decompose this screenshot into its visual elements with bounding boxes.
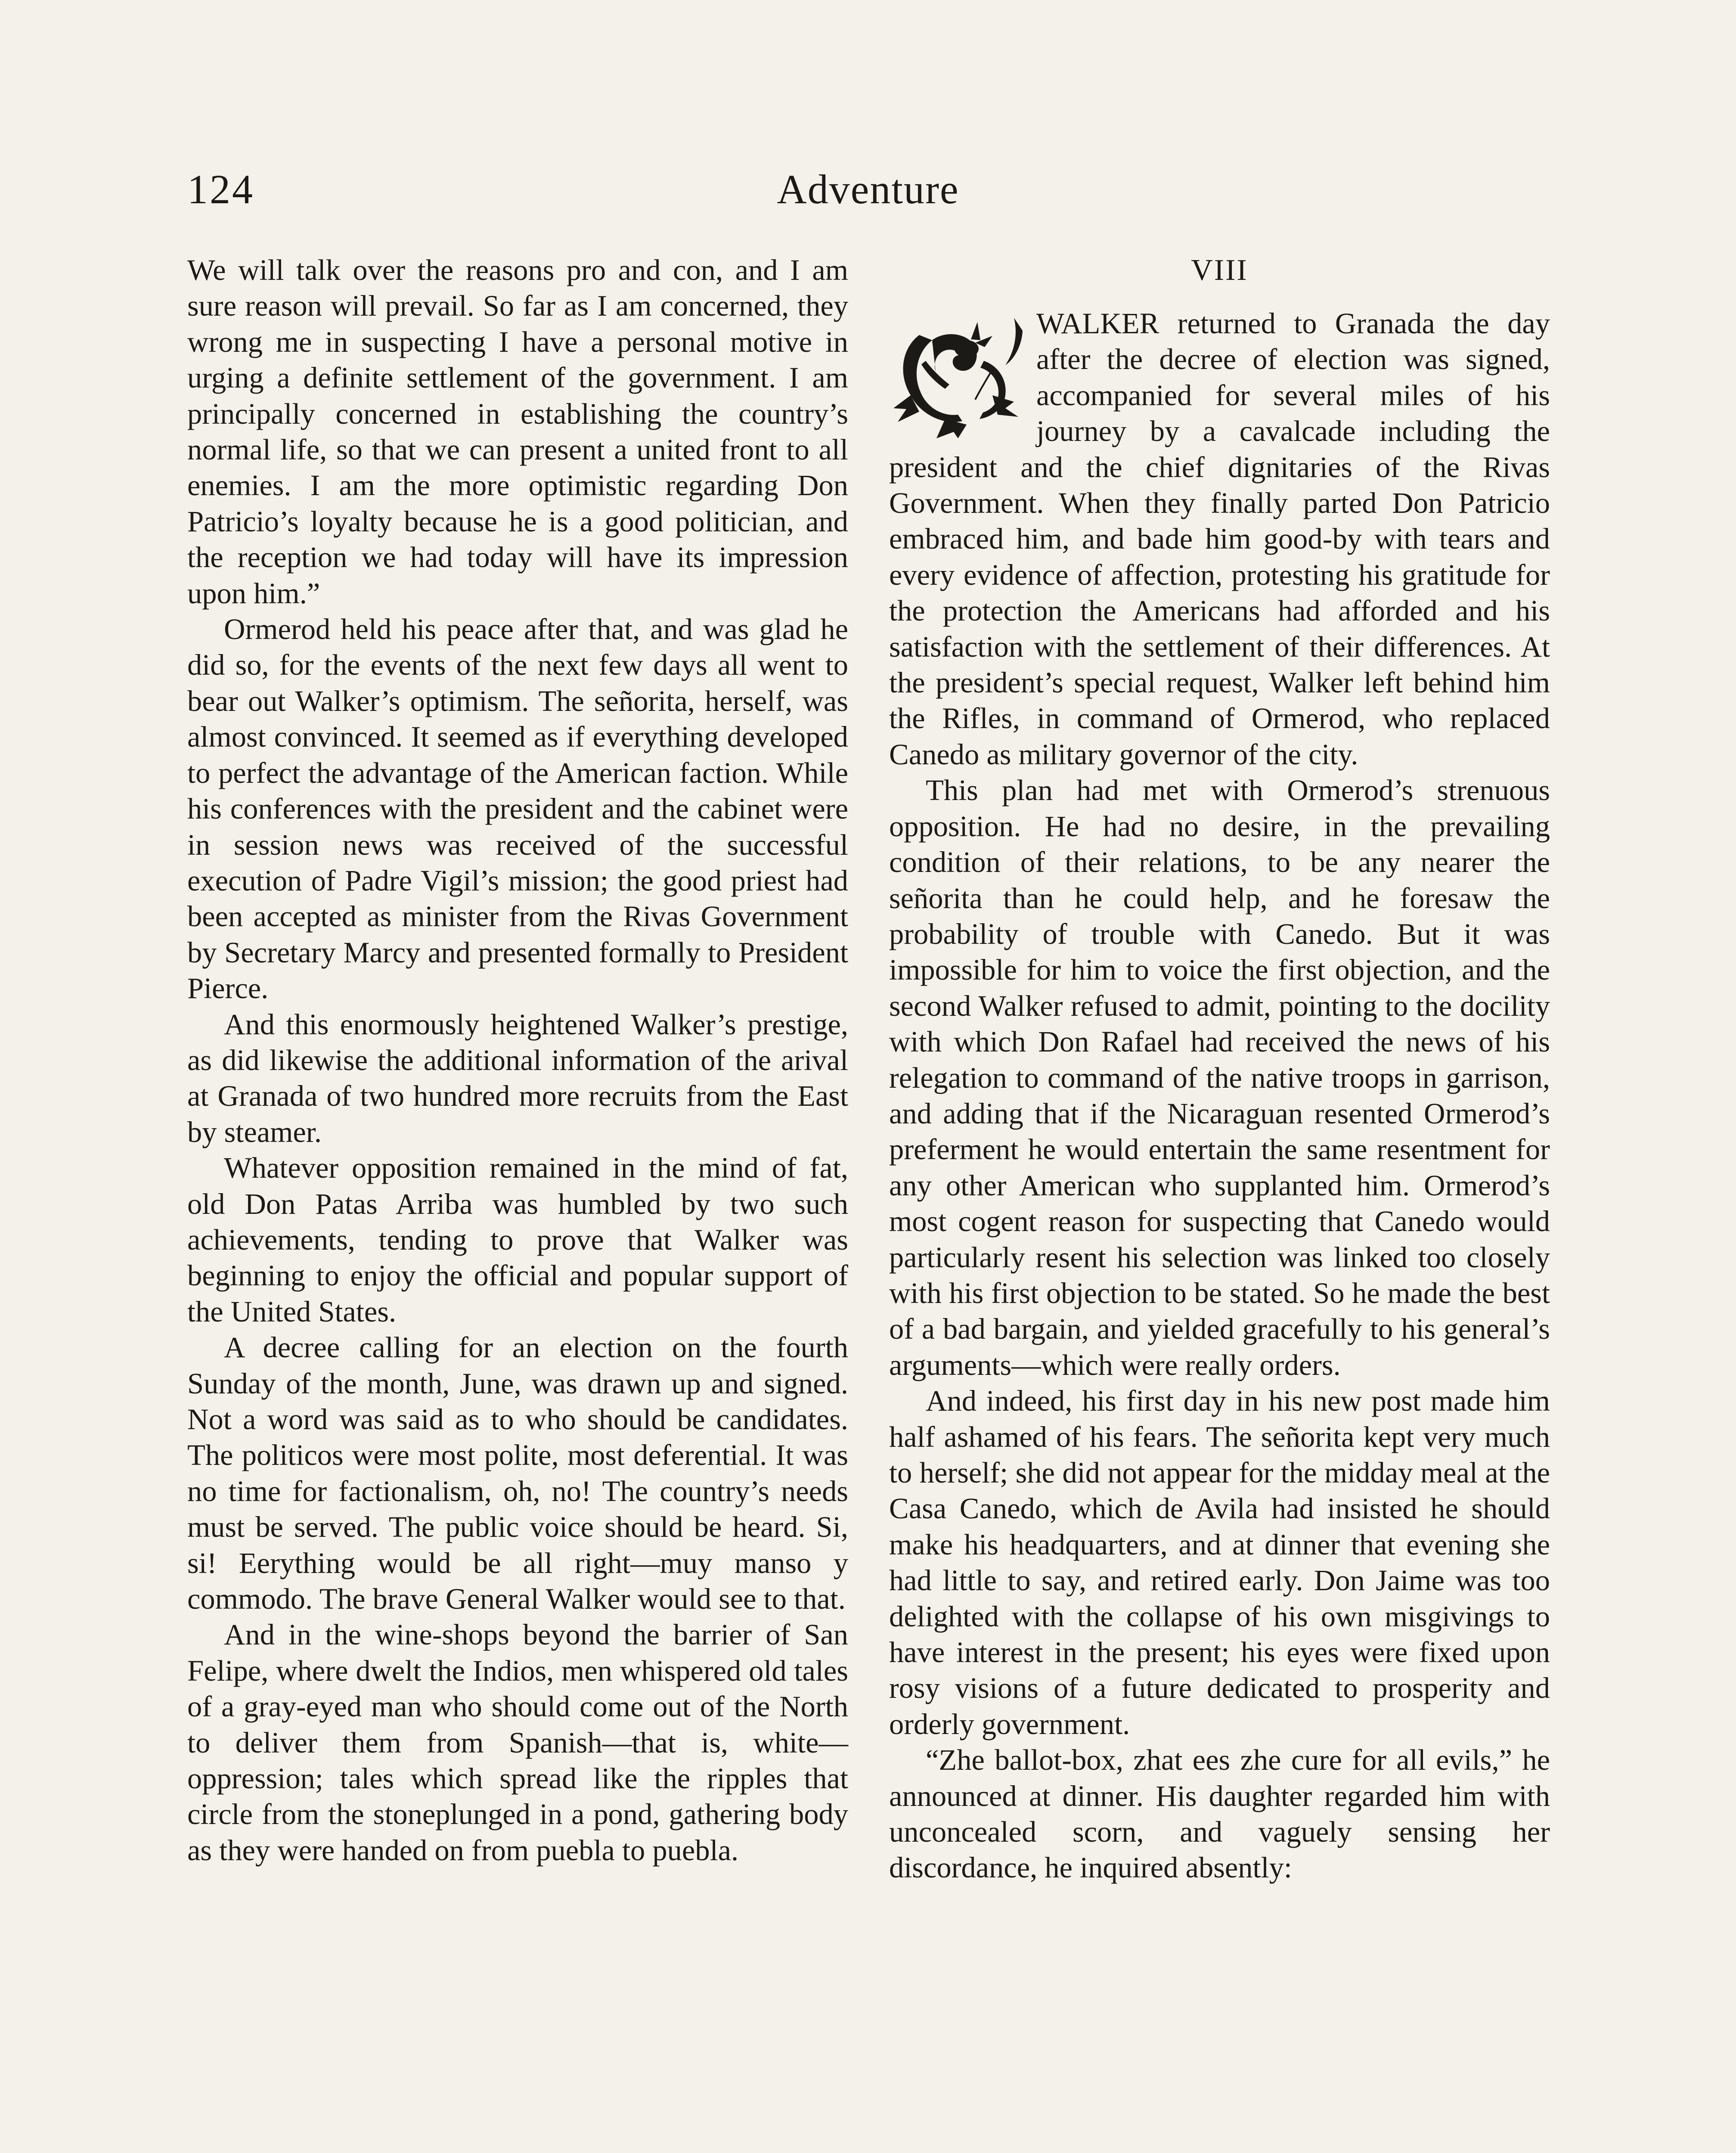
left-column [187, 252, 848, 1868]
right-column [889, 252, 1550, 1886]
page-number: 124 [187, 166, 254, 212]
right-paragraph-1: WALKER returned to Granada the day after the decree of election was signed, accompanied for several miles of his journey by a cavalcade including the president and the chief dignitaries of the Rivas Government. When they finally parted Don Patricio embraced him, and bade him good-by with tears and every evidence of affection, protesting his gratitude for the protection the Americans had afforded and his satisfaction with the settlement of their differences. At the president’s special request, Walker left behind him the Rifles, in command of Ormerod, who replaced Canedo as military governor of the city. [889, 307, 1550, 771]
chapter-opening [889, 306, 1550, 772]
left-paragraph-1: We will talk over the reasons pro and con, and I am sure reason will prevail. So far as I am concerned, they wrong me in suspecting I have a personal motive in urging a definite settlement of the government. I am principally concerned in establishing the country’s normal life, so that we can present a united front to all enemies. I am the more optimistic regarding Don Patricio’s loyalty because he is a good politician, and the reception we had today will have its impression upon him.” [187, 254, 848, 610]
section-heading: VIII [1191, 254, 1248, 287]
left-paragraph-2: Ormerod held his peace after that, and was glad he did so, for the events of the next few days all went to bear out Walker’s optimism. The señorita, herself, was almost convinced. It seemed as if everything developed to perfect the advantage of the American faction. While his conferences with the president and the cabinet were in session news was received of the successful execution of Padre Vigil’s mission; the good priest had been accepted as minister from the Rivas Government by Secretary Marcy and presented formally to President Pierce. [187, 613, 848, 1005]
right-paragraph-2: This plan had met with Ormerod’s strenuous opposition. He had no desire, in the prevailing condition of their relations, to be any nearer the señorita than he could help, and he foresaw the probability of trouble with Canedo. But it was impossible for him to voice the first objection, and the second Walker refused to admit, pointing to the docility with which Don Rafael had received the news of his relegation to command of the native troops in garrison, and adding that if the Nicaraguan resented Ormerod’s preferment he would entertain the same resentment for any other American who supplanted him. Ormerod’s most cogent reason for suspecting that Canedo would particularly resent his selection was linked too closely with his first objection to be stated. So he made the best of a bad bargain, and yielded gracefully to his general’s arguments—which were really orders. [889, 774, 1550, 1381]
left-paragraph-5: A decree calling for an election on the fourth Sunday of the month, June, was drawn up and signed. Not a word was said as to who should be candidates. The politicos were most polite, most deferential. It was no time for factionalism, oh, no! The country’s needs must be served. The public voice should be heard. Si, si! Eerything would be all right—muy manso y commodo. The brave General Walker would see to that. [187, 1331, 848, 1616]
right-paragraph-3: And indeed, his first day in his new post made him half ashamed of his fears. The señorita kept very much to herself; she did not appear for the midday meal at the Casa Canedo, which de Avila had insisted he should make his headquarters, and at dinner that evening she had little to say, and retired early. Don Jaime was too delighted with the collapse of his own misgivings to have interest in the present; his eyes were fixed upon rosy visions of a future dedicated to prosperity and orderly government. [889, 1384, 1550, 1740]
dragon-illustration-icon [885, 309, 1027, 447]
left-paragraph-4: Whatever opposition remained in the mind of fat, old Don Patas Arriba was humbled by two such achievements, tending to prove that Walker was beginning to enjoy the official and popular support of the United States. [187, 1151, 848, 1328]
left-paragraph-6: And in the wine-shops beyond the barrier of San Felipe, where dwelt the Indios, men whispered old tales of a gray-eyed man who should come out of the North to deliver them from Spanish—that is, white—oppression; tales which spread like the ripples that circle from the stoneplunged in a pond, gathering body as they were handed on from puebla to puebla. [187, 1618, 848, 1867]
running-title: Adventure [777, 166, 959, 212]
left-paragraph-3: And this enormously heightened Walker’s prestige, as did likewise the additional information of the arival at Granada of two hundred more recruits from the East by steamer. [187, 1008, 848, 1148]
page-header [0, 164, 1736, 224]
right-paragraph-4: “Zhe ballot-box, zhat ees zhe cure for all evils,” he announced at dinner. His daughter regarded him with unconcealed scorn, and vaguely sensing her discordance, he inquired absently: [889, 1743, 1550, 1884]
